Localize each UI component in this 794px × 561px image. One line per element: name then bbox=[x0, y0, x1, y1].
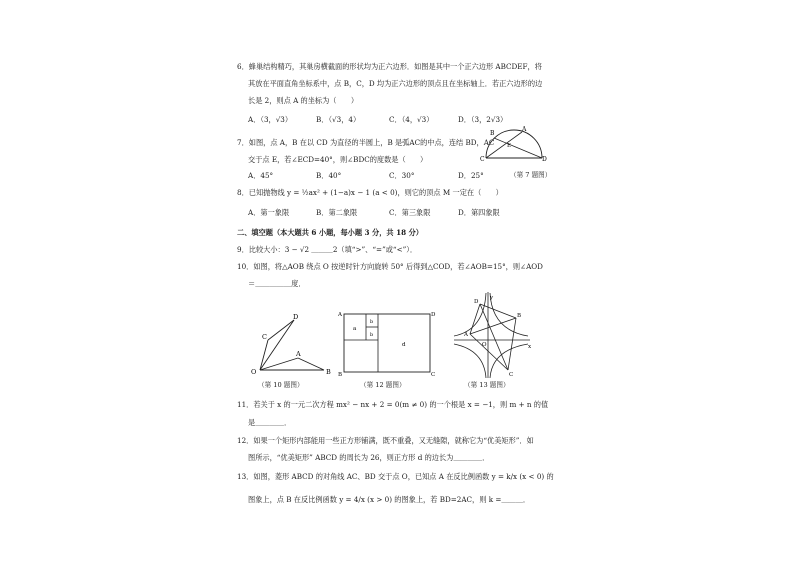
q7-option-a: A．45° bbox=[248, 171, 274, 180]
q10-triangle-figure bbox=[248, 312, 343, 378]
q8-line-1: 8．已知抛物线 y = ½ax² + (1−a)x − 1 (a < 0)，则它的顶点 M 一定在（ ） bbox=[237, 188, 503, 197]
q12-label-d: D bbox=[431, 312, 436, 318]
q7-semicircle-figure bbox=[478, 124, 550, 168]
q10-line-1: 10．如图，将△AOB 绕点 O 按逆时针方向旋转 50° 后得到△COD，若∠AOB=15°，则∠AOD bbox=[237, 262, 543, 271]
q10-label-c: C bbox=[262, 333, 267, 341]
q8-option-c: C．第三象限 bbox=[389, 208, 431, 217]
q13-axis-x-label: x bbox=[528, 344, 532, 350]
q7-option-c: C．30° bbox=[389, 171, 415, 180]
q7-label-e: E bbox=[507, 143, 512, 149]
section-2-heading: 二、填空题（本大题共 6 小题，每小题 3 分，共 18 分） bbox=[237, 228, 423, 237]
q8-option-a: A．第一象限 bbox=[248, 208, 290, 217]
q12-label-c: C bbox=[431, 372, 436, 378]
q13-line-1: 13．如图，菱形 ABCD 的对角线 AC、BD 交于点 O，已知点 A 在反比例函数 y = k/x (x < 0) 的 bbox=[237, 472, 554, 481]
q11-line-2: 是＿＿＿＿． bbox=[248, 418, 292, 427]
q7-option-d: D．25° bbox=[458, 171, 484, 180]
q6-option-a: A．（3，√3） bbox=[248, 115, 293, 124]
q10-line-2: ＝＿＿＿＿＿度． bbox=[248, 279, 306, 288]
q8-option-d: D．第四象限 bbox=[458, 208, 500, 217]
q12-figure-caption: （第 12 题图） bbox=[360, 381, 406, 389]
q12-label-a: A bbox=[338, 312, 342, 318]
q10-figure-caption: （第 10 题图） bbox=[258, 381, 304, 389]
q8-option-b: B．第二象限 bbox=[316, 208, 358, 217]
q13-axis-y-label: y bbox=[490, 295, 494, 301]
q12-square-a-label: a bbox=[353, 326, 357, 332]
q12-line-1: 12．如果一个矩形内部能用一些正方形铺满，既不重叠，又无缝隙，就称它为“优美矩形”．如 bbox=[237, 436, 534, 445]
q12-label-b: B bbox=[338, 372, 343, 378]
q7-label-d: D bbox=[542, 156, 547, 163]
q6-option-b: B．（√3，4） bbox=[316, 115, 361, 124]
q13-figure-caption: （第 13 题图） bbox=[464, 381, 510, 389]
q10-label-o: O bbox=[251, 368, 257, 376]
q7-line-2: 交于点 E，若∠ECD=40°，则∠BDC的度数是（ ） bbox=[248, 155, 428, 164]
q10-label-b: B bbox=[326, 368, 331, 376]
q11-line-1: 11．若关于 x 的一元二次方程 mx² − nx + 2 = 0(m ≠ 0) 的一个根是 x = −1，则 m + n 的值 bbox=[237, 400, 549, 409]
q13-origin-label: O bbox=[482, 342, 487, 348]
q7-line-1: 7．如图，点 A，B 在以 CD 为直径的半圆上，B 是弧AC的中点，连结 BD，AC bbox=[237, 138, 495, 147]
q7-label-b: B bbox=[490, 130, 495, 137]
q6-line-2: 其放在平面直角坐标系中，点 B，C，D 均为正六边形的顶点且在坐标轴上．若正六边形的边 bbox=[248, 79, 543, 88]
q6-option-c: C．（4，√3） bbox=[389, 115, 434, 124]
q12-square-b1-label: b bbox=[370, 319, 374, 325]
q7-figure-caption: （第 7 题图） bbox=[510, 171, 552, 179]
q9-line-1: 9．比较大小：3 − √2 ＿＿＿2（填“>”、“=”或“<”）． bbox=[237, 245, 418, 254]
q7-option-b: B．40° bbox=[316, 171, 342, 180]
q13-label-c: C bbox=[509, 372, 514, 378]
q12-square-b2-label: b bbox=[370, 332, 374, 338]
q12-rectangle-figure bbox=[336, 306, 440, 378]
q6-option-d: D．（3，2√3） bbox=[458, 115, 508, 124]
q6-line-3: 长是 2，则点 A 的坐标为（ ） bbox=[248, 96, 359, 105]
q13-label-d: D bbox=[474, 299, 479, 305]
q12-square-d-label: d bbox=[402, 342, 406, 348]
q7-label-a: A bbox=[522, 126, 527, 133]
q10-label-d: D bbox=[293, 313, 299, 321]
q12-line-2: 图所示，“优美矩形” ABCD 的周长为 26，则正方形 d 的边长为＿＿＿＿． bbox=[248, 453, 490, 462]
q13-line-2: 图象上，点 B 在反比例函数 y = 4/x (x > 0) 的图象上，若 BD=2AC，则 k =＿＿＿． bbox=[248, 495, 531, 504]
q13-label-b: B bbox=[517, 313, 522, 319]
q6-line-1: 6．蜂巢结构精巧，其巢房横截面的形状均为正六边形．如图是其中一个正六边形 ABCDEF，将 bbox=[237, 62, 542, 71]
q7-label-c: C bbox=[480, 156, 485, 163]
q13-label-a: A bbox=[464, 332, 468, 338]
q10-label-a: A bbox=[296, 350, 301, 358]
q13-hyperbola-figure bbox=[450, 290, 534, 380]
